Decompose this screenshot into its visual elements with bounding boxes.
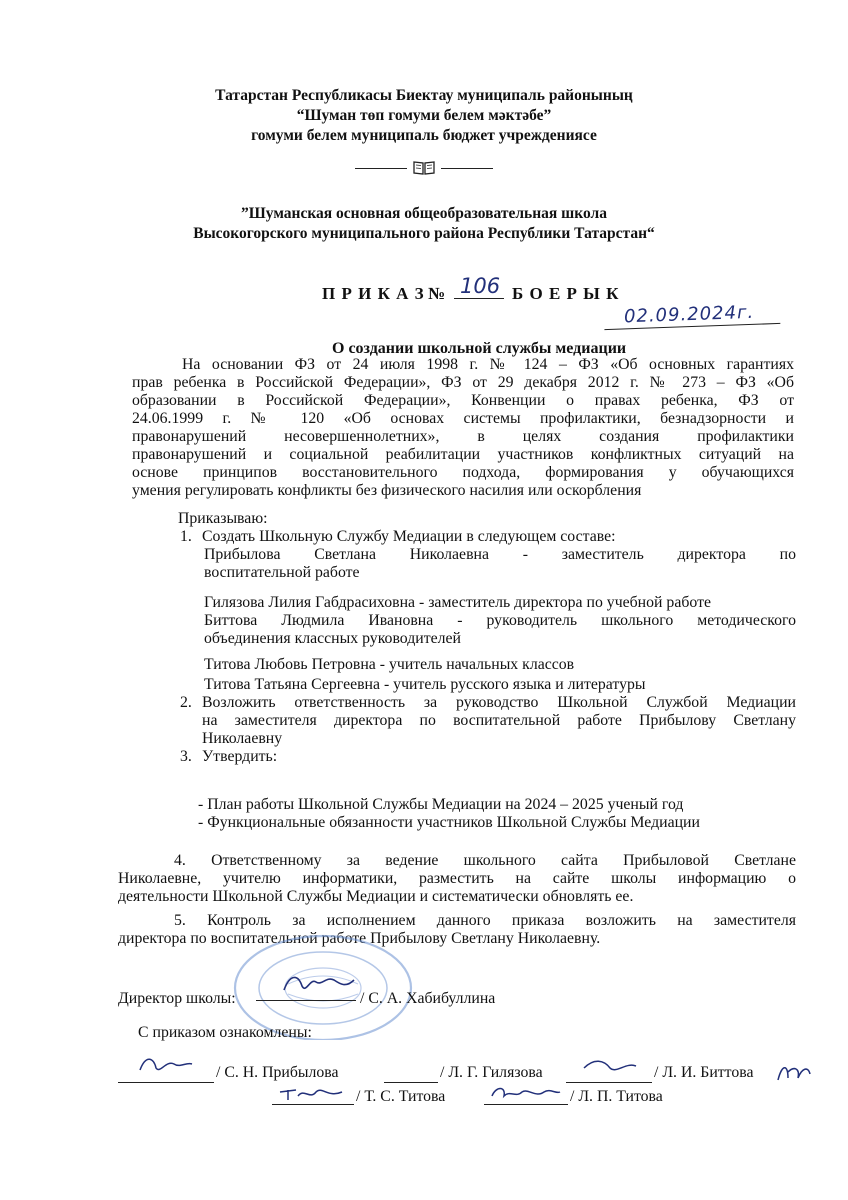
signature-3 (580, 1056, 640, 1076)
signature-name-5: / Л. П. Титова (570, 1088, 663, 1105)
preamble-line-4: 24.06.1999 г. № 120 «Об основах системы профилактики, безнадзорности и (132, 410, 794, 427)
header-russian-line-2: Высокогорского муниципального района Республики Татарстан“ (193, 225, 655, 242)
item-1-number: 1. (180, 528, 192, 545)
item-4-line-2: Николаевне, учителю информатики, разместить на сайте школы информацию о (118, 870, 796, 887)
item-2-number: 2. (180, 694, 192, 711)
item-2-line-2: на заместителя директора по воспитательной работе Прибылову Светлану (202, 712, 796, 729)
director-signature-line (256, 974, 356, 1001)
preamble-line-1: На основании ФЗ от 24 июля 1998 г. № 124 – ФЗ «Об основных гарантиях (182, 356, 794, 373)
signature-name-1: / С. Н. Прибылова (216, 1064, 339, 1081)
director-name: / С. А. Хабибуллина (360, 990, 496, 1007)
item-1-text: Создать Школьную Службу Медиации в следующем составе: (202, 528, 616, 545)
item-4-line-3: деятельности Школьной Службы Медиации и систематически обновлять ее. (118, 888, 634, 905)
signature-line-2 (384, 1064, 438, 1083)
director-signature (280, 972, 360, 996)
order-number: 106 (460, 274, 501, 298)
book-icon (413, 160, 435, 176)
item-4-line-1: 4. Ответственному за ведение школьного сайта Прибыловой Светлане (174, 852, 796, 869)
item-5-line-1: 5. Контроль за исполнением данного приказа возложить на заместителя (174, 912, 796, 929)
member-4: Титова Любовь Петровна - учитель начальных классов (204, 656, 575, 673)
header-tatar-line-2: “Шуман төп гомуми белем мәктәбе” (296, 107, 552, 124)
signature-4 (276, 1082, 346, 1102)
item-2-line-3: Николаевну (202, 730, 283, 747)
order-date: 02.09.2024г. (623, 301, 755, 328)
item-2-line-1: Возложить ответственность за руководство Школьной Службой Медиации (202, 694, 796, 711)
director-label: Директор школы: (118, 990, 236, 1007)
signature-1 (136, 1054, 196, 1076)
member-5: Титова Татьяна Сергеевна - учитель русского языка и литературы (204, 676, 646, 693)
order-date-field (604, 301, 781, 330)
signature-initials-3 (774, 1060, 814, 1086)
order-title: О создании школьной службы медиации (332, 340, 627, 357)
signature-line-3 (566, 1060, 652, 1083)
acquainted-label: С приказом ознакомлены: (138, 1024, 312, 1041)
signature-line-4 (272, 1084, 354, 1105)
preamble-line-3: образовании в Российской Федерации», Конвенции о правах ребенка, ФЗ от (132, 392, 794, 409)
preamble-line-8: умения регулировать конфликты без физического насилия или оскорбления (132, 482, 642, 499)
signature-name-3: / Л. И. Биттова (654, 1064, 754, 1081)
member-3-line-1: Биттова Людмила Ивановна - руководитель школьного методического (204, 612, 796, 629)
signature-name-2: / Л. Г. Гилязова (440, 1064, 543, 1081)
member-1-line-2: воспитательной работе (204, 564, 360, 581)
item-3-number: 3. (180, 748, 192, 765)
member-2: Гилязова Лилия Габдрасиховна - заместитель директора по учебной работе (204, 594, 711, 611)
header-tatar-line-1: Татарстан Республикасы Биектау муниципаль районының (215, 87, 633, 104)
item-3-sub-2: - Функциональные обязанности участников Школьной Службы Медиации (198, 814, 700, 831)
preamble-line-2: прав ребенка в Российской Федерации», ФЗ от 29 декабря 2012 г. № 273 – ФЗ «Об (132, 374, 794, 391)
header-tatar-line-3: гомуми белем муниципаль бюджет учреждениясе (251, 127, 597, 144)
header-russian-line-1: ”Шуманская основная общеобразовательная школа (241, 205, 607, 222)
preamble-line-5: правонарушений несовершеннолетних», в целях создания профилактики (132, 428, 794, 445)
member-3-line-2: объединения классных руководителей (204, 630, 462, 647)
header-divider (0, 160, 848, 176)
boyeryk-label: Б О Е Р Ы К (512, 284, 620, 303)
item-5-line-2: директора по воспитательной работе Прибылову Светлану Николаевну. (118, 930, 601, 947)
signature-line-1 (118, 1060, 214, 1083)
preamble-line-6: правонарушений и социальной реабилитации участников конфликтных ситуаций на (132, 446, 794, 463)
item-3-sub-1: - План работы Школьной Службы Медиации на 2024 – 2025 ученый год (198, 796, 684, 813)
signature-line-5 (484, 1084, 568, 1105)
item-3-text: Утвердить: (202, 748, 278, 765)
signature-5 (488, 1082, 562, 1102)
preamble-line-7: основе принципов восстановительного подхода, формирования у обучающихся (132, 464, 794, 481)
prikaz-label: П Р И К А З (322, 284, 425, 303)
number-sign: № (428, 284, 446, 303)
member-1-line-1: Прибылова Светлана Николаевна - заместитель директора по (204, 546, 796, 563)
signature-name-4: / Т. С. Титова (356, 1088, 446, 1105)
orders-word: Приказываю: (178, 510, 268, 527)
order-number-field (454, 274, 504, 299)
